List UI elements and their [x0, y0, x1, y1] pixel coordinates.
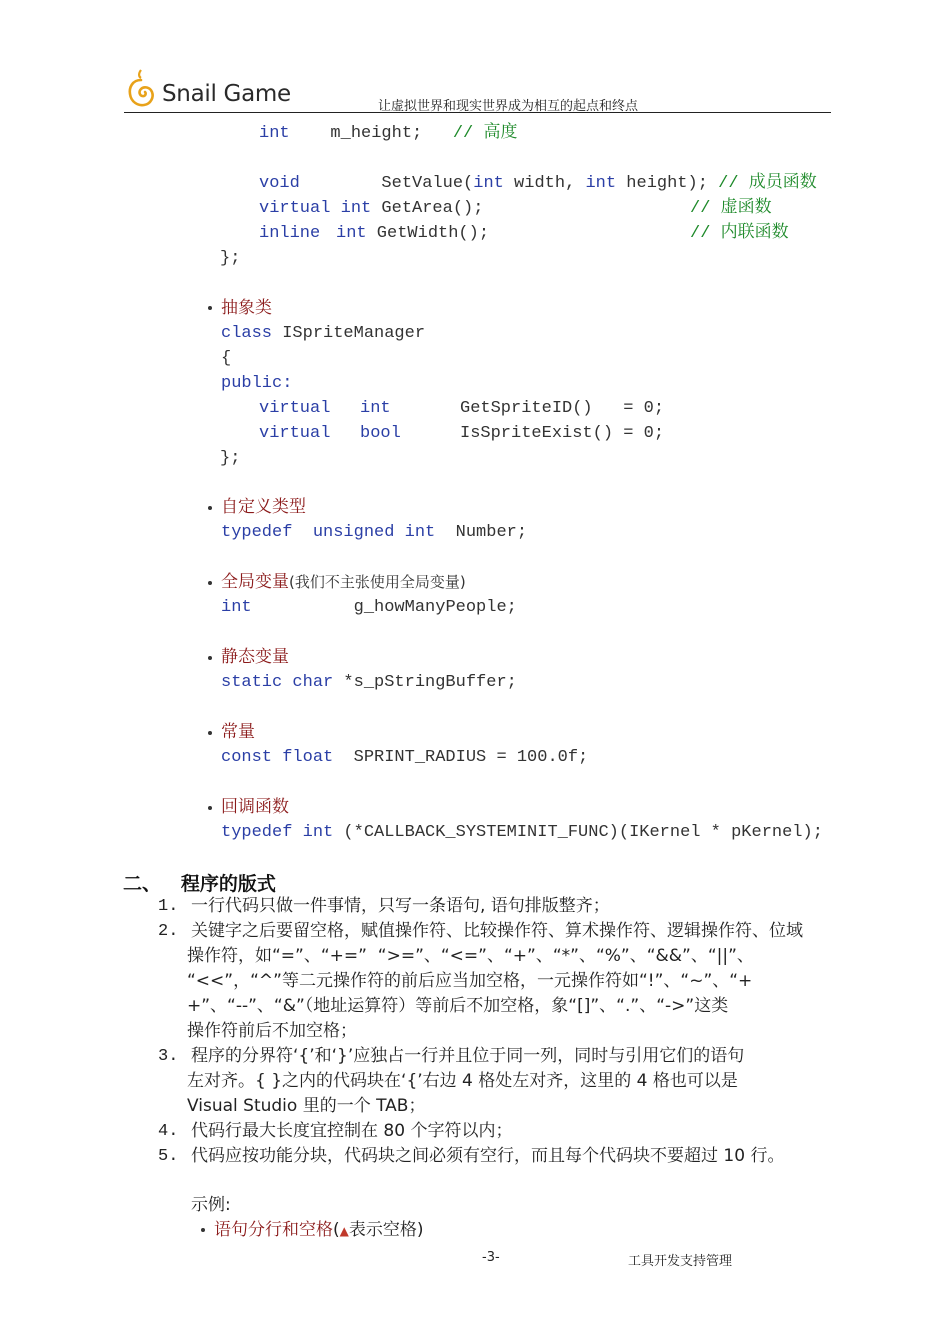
list-item-text: “<<”，“^”等二元操作符的前后应当加空格，一元操作符如“!”、“~”、“+: [187, 971, 753, 991]
snail-logo-icon: [126, 66, 156, 110]
list-item-text: Visual Studio 里的一个 TAB；: [187, 1096, 426, 1116]
code-line: int m_height; // 高度: [259, 124, 518, 143]
section-title-callback: 回调函数: [221, 797, 289, 817]
page-number: -3-: [482, 1250, 500, 1265]
list-number: 5.: [158, 1147, 179, 1166]
list-item-text: 关键字之后要留空格，赋值操作符、比较操作符、算术操作符、逻辑操作符、位域: [191, 921, 803, 941]
code-line: };: [220, 249, 241, 268]
code-line: const float SPRINT_RADIUS = 100.0f;: [221, 748, 589, 767]
footer-department: 工具开发支持管理: [628, 1254, 733, 1269]
section-title-typedef: 自定义类型: [221, 497, 306, 517]
code-line: GetSpriteID() = 0;: [460, 399, 665, 418]
code-line: virtual int GetArea();: [259, 199, 484, 218]
code-line: int: [360, 399, 391, 418]
snail-game-logo: [126, 66, 291, 110]
bullet: [208, 806, 212, 810]
section-heading: 二、 程序的版式: [123, 873, 276, 895]
section-title-static: 静态变量: [221, 647, 289, 667]
code-line: class ISpriteManager: [221, 324, 426, 343]
code-line: int GetWidth();: [336, 224, 490, 243]
list-item-text: 操作符，如“=”、“+=” “>=”、“<=”、“+”、“*”、“%”、“&&”、“||”、: [187, 946, 754, 966]
section-title-abstract: 抽象类: [221, 298, 272, 318]
code-line: public:: [221, 374, 293, 393]
list-item-text: 代码应按功能分块，代码块之间必须有空行，而且每个代码块不要超过 10 行。: [191, 1146, 785, 1166]
header-rule: [124, 112, 831, 113]
code-comment: // 内联函数: [690, 224, 789, 243]
section-title-const: 常量: [221, 722, 255, 742]
code-line: static char *s_pStringBuffer;: [221, 673, 517, 692]
code-line: typedef int (*CALLBACK_SYSTEMINIT_FUNC)(IKernel * pKernel);: [221, 823, 823, 842]
bullet: [208, 581, 212, 585]
code-line: bool: [360, 424, 401, 443]
bullet: [201, 1228, 205, 1232]
code-line: virtual: [259, 424, 331, 443]
list-item-text: 左对齐。{ }之内的代码块在‘{’右边 4 格处左对齐，这里的 4 格也可以是: [187, 1071, 738, 1091]
list-item-text: 代码行最大长度宜控制在 80 个字符以内；: [191, 1121, 513, 1141]
list-number: 2.: [158, 922, 179, 941]
code-line: IsSpriteExist() = 0;: [460, 424, 665, 443]
bullet: [208, 506, 212, 510]
triangle-icon: ▲: [339, 1224, 349, 1238]
list-item-text: 程序的分界符‘{’和‘}’应独占一行并且位于同一列，同时与引用它们的语句: [191, 1046, 745, 1066]
code-comment: // 虚函数: [690, 199, 772, 218]
code-line: int g_howManyPeople;: [221, 598, 517, 617]
code-line: };: [220, 449, 241, 468]
code-line: virtual: [259, 399, 331, 418]
code-line: {: [221, 349, 232, 368]
code-line: inline: [259, 224, 321, 243]
example-label: 示例:: [191, 1195, 231, 1215]
list-item-text: +”、“--”、“&”（地址运算符）等前后不加空格，象“[]”、“.”、“->”这类: [187, 996, 729, 1016]
list-item-text: 一行代码只做一件事情，只写一条语句, 语句排版整齐；: [191, 896, 610, 916]
bullet: [208, 731, 212, 735]
list-item-text: 操作符前后不加空格；: [187, 1021, 357, 1041]
bullet: [208, 306, 212, 310]
list-number: 4.: [158, 1122, 179, 1141]
code-line: void SetValue(int width, int height); // 成员函数: [259, 174, 817, 193]
code-line: typedef unsigned int Number;: [221, 523, 528, 542]
logo-text: Snail Game: [162, 81, 291, 107]
example-item: 语句分行和空格(▲表示空格): [214, 1220, 424, 1240]
section-title-global: 全局变量(我们不主张使用全局变量): [221, 572, 466, 592]
list-number: 1.: [158, 897, 179, 916]
list-number: 3.: [158, 1047, 179, 1066]
bullet: [208, 656, 212, 660]
header-slogan: 让虚拟世界和现实世界成为相互的起点和终点: [378, 99, 639, 114]
